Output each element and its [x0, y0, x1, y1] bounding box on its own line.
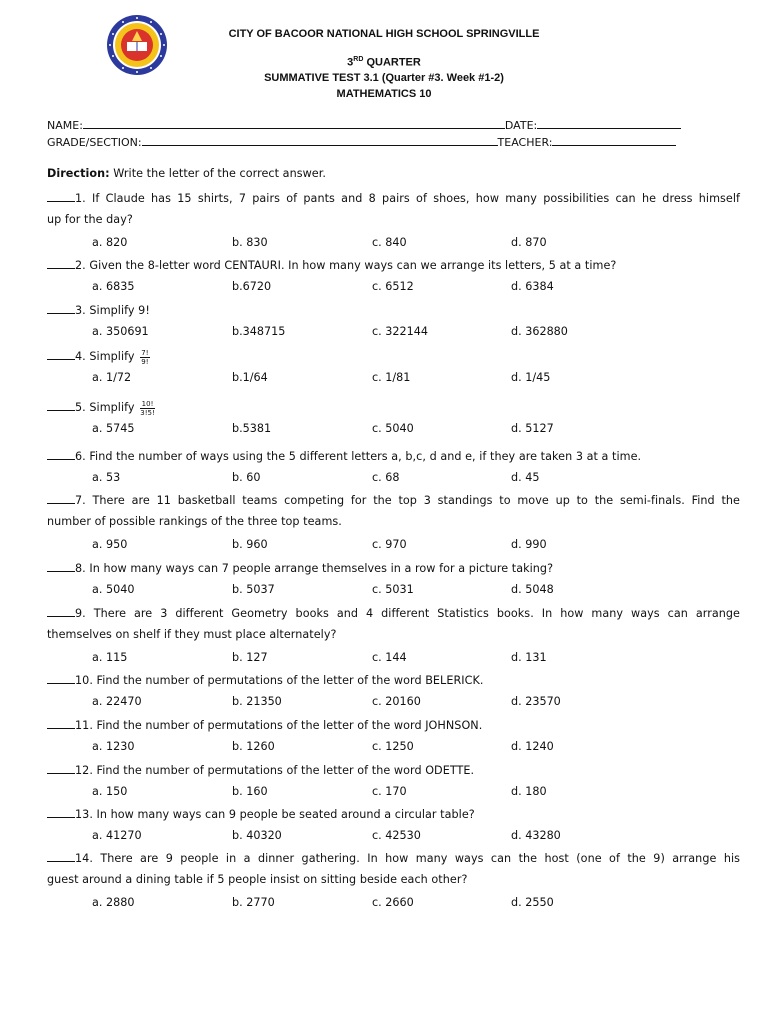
answer-option: c. 144	[372, 650, 407, 664]
answer-option: d. 2550	[511, 895, 554, 909]
date-label: DATE:	[504, 119, 538, 132]
answer-option: d. 43280	[511, 829, 561, 842]
answer-blank[interactable]	[47, 850, 75, 862]
answer-option: c. 1250	[372, 740, 414, 753]
fraction-denominator: 3!5!	[140, 408, 155, 417]
question-line: 2. Given the 8-letter word CENTAURI. In how many ways can we arrange its letters, 5 at a time?	[75, 259, 617, 272]
answer-option: a. 41270	[92, 829, 142, 842]
date-field[interactable]	[537, 117, 681, 129]
answer-option: a. 150	[92, 785, 128, 798]
answer-option: b.6720	[232, 280, 272, 293]
direction	[47, 167, 740, 180]
answer-option: b.1/64	[232, 371, 268, 384]
answer-blank[interactable]	[47, 348, 75, 360]
answer-option: d. 23570	[511, 695, 561, 708]
answer-option: a. 820	[92, 235, 128, 249]
question-line: 13. In how many ways can 9 people be seated around a circular table?	[75, 808, 475, 821]
answer-option: b. 60	[232, 471, 261, 484]
answer-option: a. 5745	[92, 422, 135, 435]
answer-blank[interactable]	[47, 560, 75, 572]
question-line: guest around a dining table if 5 people insist on sitting beside each other?	[47, 872, 468, 886]
answer-option: a. 5040	[92, 583, 135, 596]
school-name: CITY OF BACOOR NATIONAL HIGH SCHOOL SPRINGVILLE	[228, 28, 540, 40]
question-text	[47, 605, 740, 620]
answer-option: d. 1240	[511, 740, 554, 753]
question-text	[47, 717, 740, 732]
answer-option: d. 180	[511, 785, 547, 798]
answer-blank[interactable]	[47, 492, 75, 504]
answer-option: a. 950	[92, 537, 128, 551]
answer-option: a. 115	[92, 650, 128, 664]
answer-option: d. 5127	[511, 422, 554, 435]
grade-section-label: GRADE/SECTION:	[47, 136, 142, 149]
quarter-number: 3	[347, 56, 354, 69]
answer-option: d. 45	[511, 471, 540, 484]
question-text	[47, 560, 740, 575]
answer-option: d. 6384	[511, 280, 554, 293]
answer-option: c. 6512	[372, 280, 414, 293]
question-line: 12. Find the number of permutations of the letter of the word ODETTE.	[75, 764, 475, 777]
teacher-field[interactable]	[552, 134, 676, 146]
question-text-continued	[47, 213, 740, 226]
answer-option: c. 840	[372, 235, 407, 249]
question-text	[47, 672, 740, 687]
fraction	[140, 349, 149, 366]
answer-option: b. 5037	[232, 583, 275, 596]
answer-blank[interactable]	[47, 762, 75, 774]
answer-option: c. 170	[372, 785, 407, 798]
answer-option: a. 1230	[92, 740, 135, 753]
question-line: 7. There are 11 basketball teams competing for the top 3 standings to move up to the semi-finals. Find the	[75, 494, 740, 507]
test-title: SUMMATIVE TEST 3.1 (Quarter #3. Week #1-2)	[264, 72, 504, 84]
question-line: 5. Simplify	[75, 401, 139, 414]
answer-option: d. 990	[511, 537, 547, 551]
question-text-continued	[47, 873, 740, 886]
name-date-row	[47, 117, 681, 132]
answer-option: d. 362880	[511, 325, 568, 338]
answer-blank[interactable]	[47, 190, 75, 202]
question-text	[47, 302, 740, 317]
question-text	[47, 762, 740, 777]
answer-option: b. 127	[232, 650, 268, 664]
answer-option: b. 830	[232, 235, 268, 249]
question-line: 10. Find the number of permutations of the letter of the word BELERICK.	[75, 674, 484, 687]
answer-option: a. 53	[92, 471, 121, 484]
question-line: 4. Simplify	[75, 350, 139, 363]
teacher-label: TEACHER:	[497, 136, 553, 149]
answer-option: c. 5031	[372, 583, 414, 596]
question-line: 8. In how many ways can 7 people arrange themselves in a row for a picture taking?	[75, 562, 554, 575]
quarter-heading	[0, 56, 768, 69]
fraction-numerator: 10!	[141, 399, 154, 408]
answer-option: c. 20160	[372, 695, 421, 708]
answer-option: a. 2880	[92, 895, 135, 909]
quarter-word: QUARTER	[363, 56, 421, 69]
answer-option: b.348715	[232, 325, 286, 338]
answer-option: b. 40320	[232, 829, 282, 842]
fraction-numerator: 7!	[141, 348, 149, 357]
answer-option: c. 2660	[372, 895, 414, 909]
answer-option: a. 1/72	[92, 371, 132, 384]
answer-blank[interactable]	[47, 717, 75, 729]
question-line: 14. There are 9 people in a dinner gathering. In how many ways can the host (one of the 9) arrange his	[75, 852, 740, 865]
question-line: 11. Find the number of permutations of the letter of the word JOHNSON.	[75, 719, 483, 732]
grade-teacher-row	[47, 134, 676, 149]
question-line: 9. There are 3 different Geometry books and 4 different Statistics books. In how many ways can arrange	[75, 607, 740, 620]
name-field[interactable]	[83, 117, 505, 129]
direction-label: Direction:	[47, 167, 110, 180]
answer-option: b. 160	[232, 785, 268, 798]
direction-text: Write the letter of the correct answer.	[109, 167, 326, 180]
question-text	[47, 448, 740, 463]
question-line: 3. Simplify 9!	[75, 304, 150, 317]
question-line: number of possible rankings of the three top teams.	[47, 514, 342, 528]
answer-option: c. 42530	[372, 829, 421, 842]
answer-option: c. 5040	[372, 422, 414, 435]
question-text	[47, 257, 740, 272]
question-line: 6. Find the number of ways using the 5 different letters a, b,c, d and e, if they are taken 3 at a time.	[75, 450, 642, 463]
answer-option: d. 131	[511, 650, 547, 664]
answer-option: c. 322144	[372, 325, 428, 338]
question-text-continued	[47, 515, 740, 528]
question-text	[47, 806, 740, 821]
question-text	[47, 850, 740, 865]
answer-blank[interactable]	[47, 448, 75, 460]
answer-blank[interactable]	[47, 672, 75, 684]
question-text-continued	[47, 628, 740, 641]
answer-option: d. 870	[511, 235, 547, 249]
quarter-suffix: RD	[353, 56, 364, 63]
answer-option: b. 960	[232, 537, 268, 551]
question-line: up for the day?	[47, 212, 133, 226]
question-line: themselves on shelf if they must place alternately?	[47, 627, 337, 641]
answer-option: b.5381	[232, 422, 272, 435]
question-line: 1. If Claude has 15 shirts, 7 pairs of pants and 8 pairs of shoes, how many possibilities can he dress himself	[75, 192, 740, 205]
answer-option: c. 68	[372, 471, 400, 484]
question-text	[47, 190, 740, 205]
answer-option: a. 6835	[92, 280, 135, 293]
answer-option: d. 1/45	[511, 371, 551, 384]
answer-option: c. 970	[372, 537, 407, 551]
answer-blank[interactable]	[47, 302, 75, 314]
fraction-denominator: 9!	[141, 357, 149, 366]
question-text	[47, 348, 740, 366]
grade-section-field[interactable]	[142, 134, 498, 146]
question-text	[47, 492, 740, 507]
answer-option: a. 22470	[92, 695, 142, 708]
subject-title: MATHEMATICS 10	[336, 88, 432, 100]
answer-blank[interactable]	[47, 399, 75, 411]
question-text	[47, 399, 740, 417]
answer-option: b. 1260	[232, 740, 275, 753]
answer-option: b. 21350	[232, 695, 282, 708]
answer-option: a. 350691	[92, 325, 149, 338]
answer-blank[interactable]	[47, 806, 75, 818]
answer-option: d. 5048	[511, 583, 554, 596]
answer-blank[interactable]	[47, 257, 75, 269]
fraction	[140, 400, 155, 417]
name-label: NAME:	[47, 119, 83, 132]
answer-blank[interactable]	[47, 605, 75, 617]
answer-option: c. 1/81	[372, 371, 411, 384]
answer-option: b. 2770	[232, 895, 275, 909]
